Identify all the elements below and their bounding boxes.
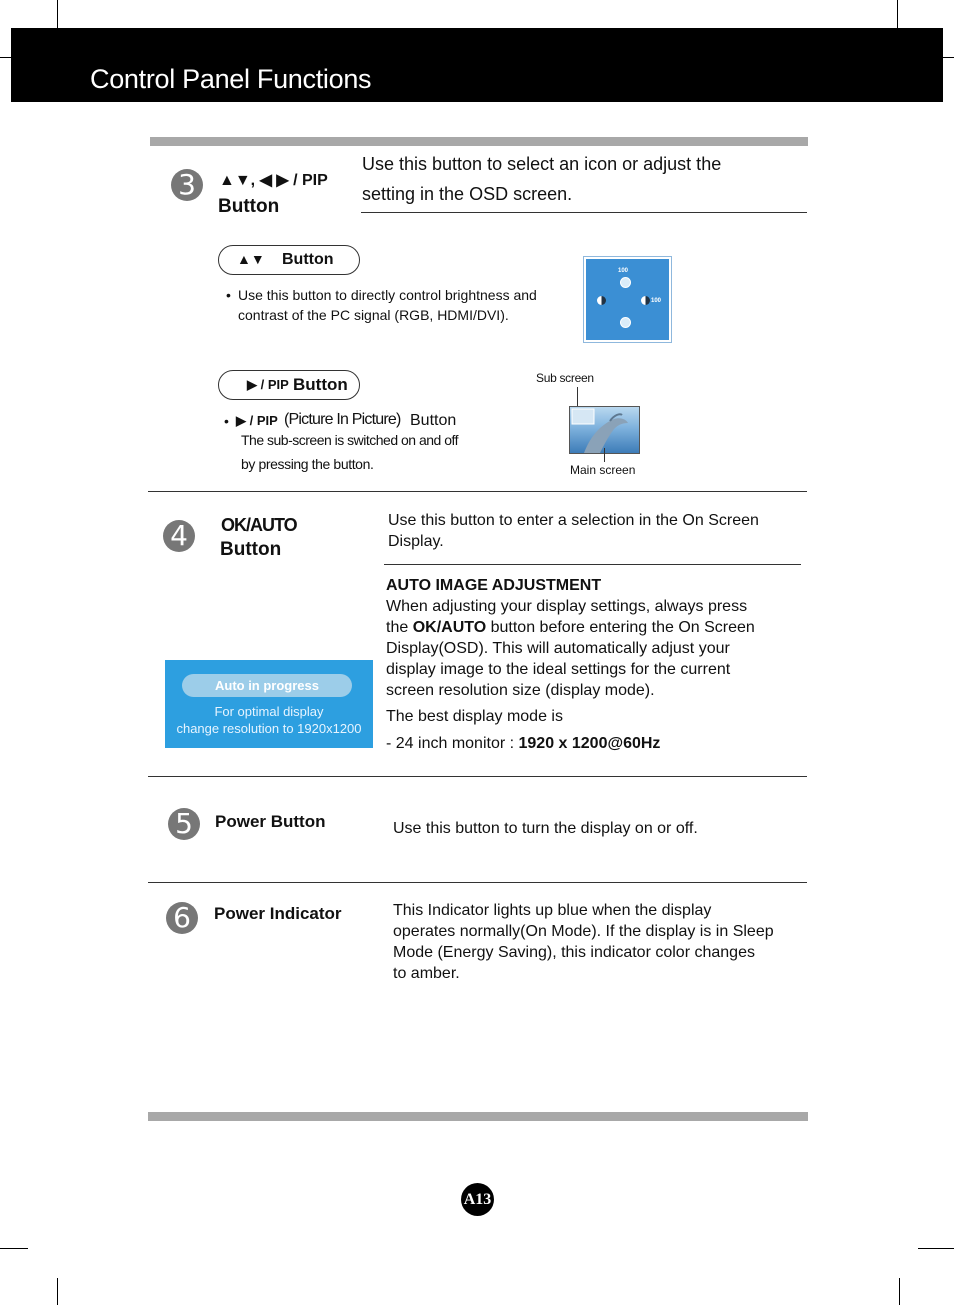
crop-mark (943, 57, 954, 58)
power-indicator-description-1: This Indicator lights up blue when the display (393, 902, 712, 919)
power-button-label: Power Button (215, 812, 326, 831)
section-divider-bottom (148, 1112, 808, 1121)
section4-bottom-rule (148, 776, 807, 777)
power-indicator-label: Power Indicator (214, 904, 342, 923)
power-button-description: Use this button to turn the display on or off. (393, 820, 698, 837)
section3-symbols: ▲▼, ◀ ▶ / PIP (219, 172, 328, 189)
brightness-down-icon (620, 317, 631, 328)
section-number-4: 4 (163, 520, 195, 552)
auto-line-2 (386, 617, 755, 638)
pip-text-1: The sub-screen is switched on and off (241, 432, 459, 448)
power-indicator-description-3: Mode (Energy Saving), this indicator color changes (393, 944, 755, 961)
section5-bottom-rule (148, 882, 807, 883)
crop-mark (0, 1248, 28, 1249)
auto-line-3: Display(OSD). This will automatically adjust your (386, 640, 730, 657)
monitor-mode-pre: - 24 inch monitor : (386, 735, 519, 752)
monitor-mode-value: 1920 x 1200@60Hz (518, 735, 661, 752)
updown-text-2: contrast of the PC signal (RGB, HDMI/DVI). (238, 307, 509, 323)
contrast-right-icon (641, 296, 650, 305)
pip-screen-image (569, 406, 640, 454)
pip-symbol-icon: ▶ / PIP (247, 377, 289, 392)
updown-arrows-icon: ▲▼ (237, 251, 265, 267)
section-number-5: 5 (168, 808, 200, 840)
auto-progress-osd (165, 660, 373, 748)
main-screen-label: Main screen (570, 463, 636, 477)
osd-top-value: 100 (618, 268, 629, 274)
page-title: Control Panel Functions (90, 64, 372, 94)
best-mode-text: The best display mode is (386, 708, 563, 725)
section3-description-2: setting in the OSD screen. (362, 184, 573, 204)
updown-button-pill (218, 245, 360, 275)
auto-progress-pill: Auto in progress (182, 674, 352, 697)
auto-line-1: When adjusting your display settings, always press (386, 598, 748, 615)
section3-bottom-rule (148, 491, 807, 492)
pip-bullet-symbol: ▶ / PIP (236, 413, 278, 428)
section3-button-word: Button (218, 196, 280, 217)
pip-bullet-text: (Picture In Picture) (284, 411, 401, 428)
section-divider-top (150, 137, 808, 146)
auto-line-2-post: button before entering the On Screen (486, 619, 755, 636)
section3-rule (361, 212, 807, 213)
pip-pill-label: Button (293, 375, 348, 394)
power-indicator-description-2: operates normally(On Mode). If the display is in Sleep (393, 923, 774, 940)
crop-mark (57, 0, 58, 28)
dolphin-image (570, 407, 640, 454)
auto-line-4: display image to the ideal settings for the current (386, 661, 731, 678)
power-indicator-description-4: to amber. (393, 965, 460, 982)
auto-line-2-bold: OK/AUTO (412, 619, 487, 636)
crop-mark (918, 1248, 954, 1249)
crop-mark (0, 57, 11, 58)
osd-brightness-panel (586, 259, 669, 340)
section4-rule (384, 564, 801, 565)
auto-line-5: screen resolution size (display mode). (386, 682, 655, 699)
section-number-3: 3 (171, 169, 203, 201)
monitor-mode-text (386, 733, 660, 754)
brightness-icon (620, 277, 631, 288)
pip-button-pill (218, 370, 360, 400)
updown-pill-label: Button (282, 251, 334, 268)
updown-bullet: • (226, 287, 231, 303)
ok-auto-label: OK/AUTO (221, 515, 297, 535)
auto-line-2-pre: the (386, 619, 413, 636)
section3-description-1: Use this button to select an icon or adjust the (362, 154, 722, 174)
pip-text-2: by pressing the button. (241, 456, 374, 472)
section-number-6: 6 (166, 902, 198, 934)
section4-description-2: Display. (388, 533, 444, 550)
auto-heading: AUTO IMAGE ADJUSTMENT (386, 577, 602, 594)
auto-osd-line-2: change resolution to 1920x1200 (176, 721, 362, 736)
contrast-icon (597, 296, 606, 305)
section4-button-word: Button (220, 539, 282, 560)
page-number-badge: A13 (461, 1183, 494, 1216)
pip-bullet-suffix: Button (410, 412, 457, 429)
header-bar (11, 28, 943, 102)
updown-text-1: Use this button to directly control brightness and (238, 287, 537, 303)
auto-osd-line-1: For optimal display (214, 704, 324, 719)
pip-bullet: • (224, 413, 229, 429)
crop-mark (899, 1278, 900, 1305)
crop-mark (897, 0, 898, 28)
section4-description-1: Use this button to enter a selection in the On Screen (388, 512, 759, 529)
osd-right-value: 100 (651, 298, 662, 304)
crop-mark (57, 1278, 58, 1305)
sub-screen-label: Sub screen (536, 371, 594, 385)
